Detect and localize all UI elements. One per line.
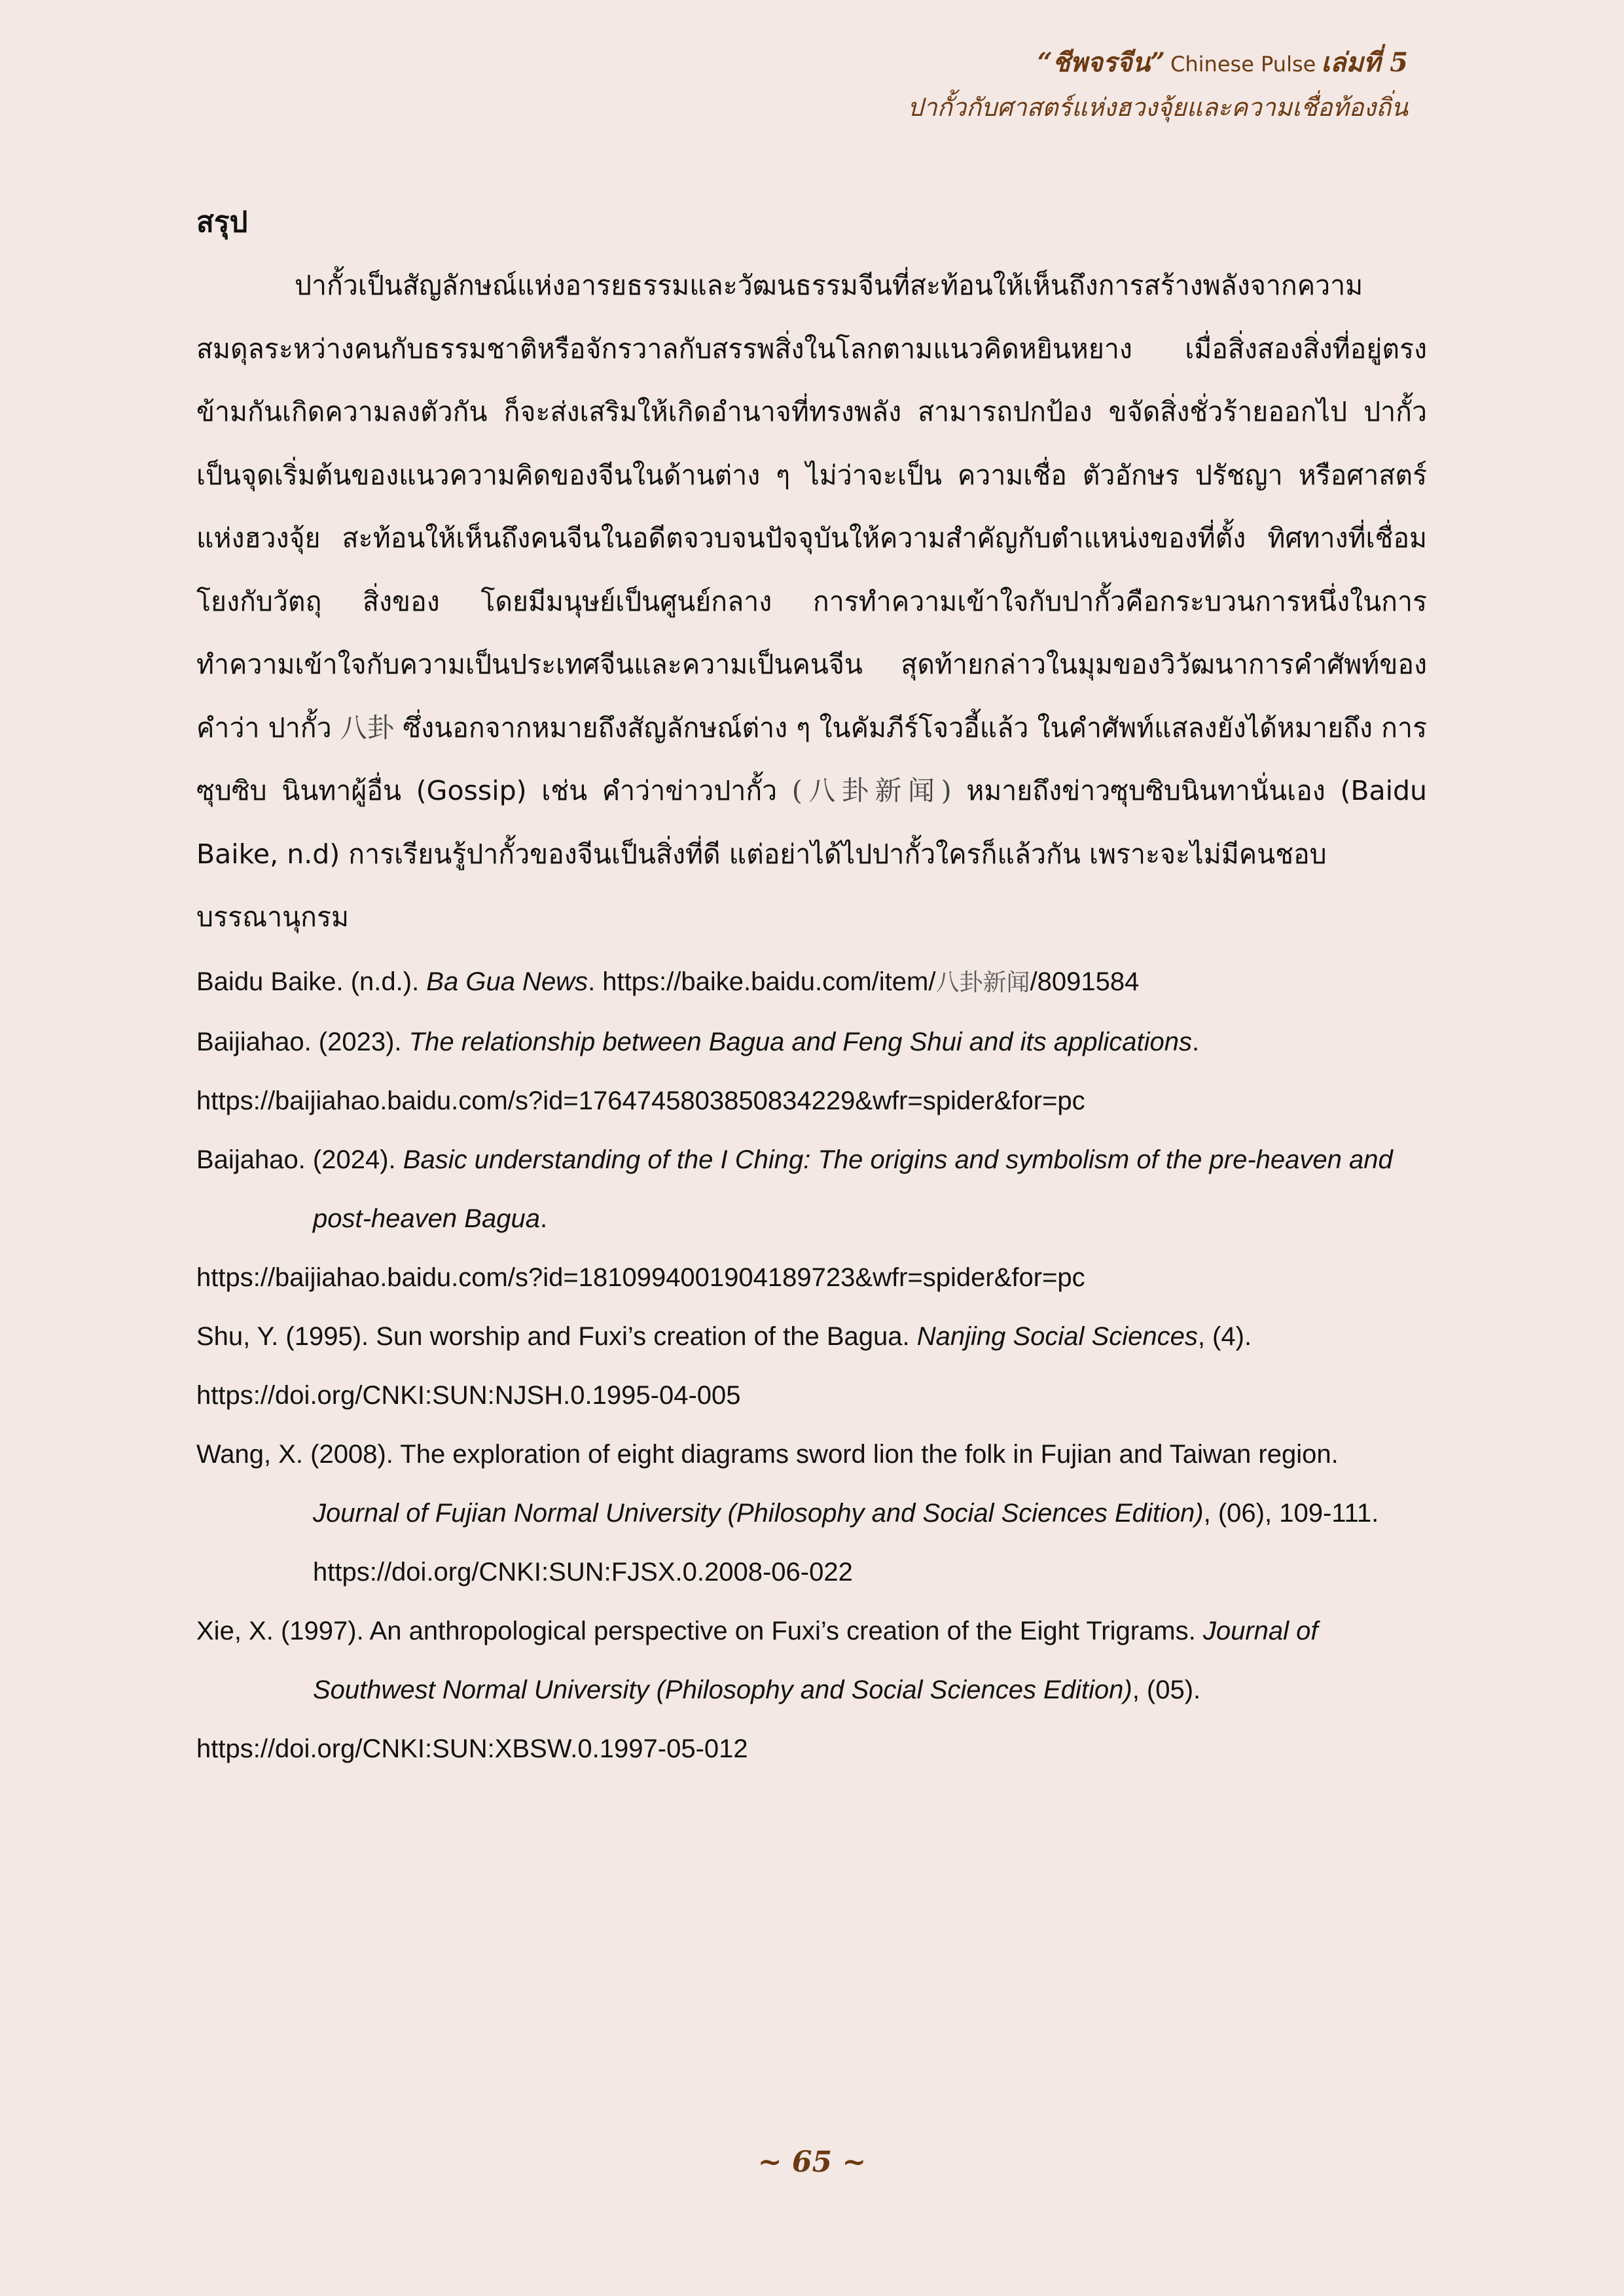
reference-url: https://baijiahao.baidu.com/s?id=1764745803850834229&wfr=spider&for=pc bbox=[196, 1086, 1085, 1115]
summary-paragraph bbox=[196, 254, 1427, 886]
bagua-chinese: 八卦 bbox=[340, 711, 395, 744]
reference-item: Baijiahao. (2023). The relationship between Bagua and Feng Shui and its applications. https://baijiahao.baidu.com/s?id=1764745803850834229&wfr=spider&for=pc bbox=[196, 1013, 1427, 1130]
reference-item: Shu, Y. (1995). Sun worship and Fuxi’s creation of the Bagua. Nanjing Social Sciences, (4). https://doi.org/CNKI:SUN:NJSH.0.1995-04-005 bbox=[196, 1307, 1427, 1425]
reference-item: Baijahao. (2024). Basic understanding of the I Ching: The origins and symbolism of the pre-heaven and post-heaven Bagua. https://baijiahao.baidu.com/s?id=1810994001904189723&wfr=spider&for=pc bbox=[196, 1130, 1427, 1307]
reference-title: Ba Gua News bbox=[426, 967, 588, 996]
page-number: ~ 65 ~ bbox=[757, 2145, 867, 2179]
reference-title: Nanjing Social Sciences bbox=[916, 1322, 1198, 1351]
reference-item: Xie, X. (1997). An anthropological perspective on Fuxi’s creation of the Eight Trigrams. Journal of Southwest Normal University (Philosophy and Social Sciences Edition), (05). https://doi.org/CNKI:SUN:XBSW.0.1997-05-012 bbox=[196, 1602, 1427, 1778]
summary-heading: สรุป bbox=[196, 206, 248, 239]
journal-title-en: Chinese Pulse bbox=[1170, 52, 1316, 77]
reference-url: https://doi.org/CNKI:SUN:NJSH.0.1995-04-005 bbox=[196, 1381, 741, 1410]
page-content bbox=[196, 196, 1427, 1778]
journal-line bbox=[907, 41, 1408, 86]
journal-title-th: “ชีพจรจีน” bbox=[1037, 47, 1166, 78]
reference-item: Baidu Baike. (n.d.). Ba Gua News. https://baike.baidu.com/item/八卦新闻/8091584 bbox=[196, 967, 1140, 996]
reference-chinese: 八卦新闻 bbox=[935, 969, 1030, 996]
bagua-news-chinese: (八卦新闻) bbox=[791, 775, 952, 806]
summary-text-b: ซึ่งนอกจากหมายถึงสัญลักษณ์ต่าง ๆ ในคัมภีร์โจวอี้แล้ว ในคำศัพท์แสลงยังได้หมายถึง การซุบซิบ นินทาผู้อื่น (Gossip) เช่น คำว่าข่าวปากั้ว bbox=[196, 711, 1428, 806]
reference-title: Journal of Fujian Normal University (Philosophy and Social Sciences Edition) bbox=[313, 1499, 1204, 1528]
bibliography-heading: บรรณานุกรม bbox=[196, 901, 350, 933]
reference-title: Basic understanding of the I Ching: The origins and symbolism of the pre-heaven and post-heaven Bagua bbox=[313, 1145, 1393, 1233]
article-title: ปากั้วกับศาสตร์แห่งฮวงจุ้ยและความเชื่อท้องถิ่น bbox=[907, 93, 1408, 122]
volume-label: เล่มที่ 5 bbox=[1321, 47, 1408, 78]
reference-list bbox=[196, 952, 1427, 1778]
reference-url: https://baijiahao.baidu.com/s?id=1810994001904189723&wfr=spider&for=pc bbox=[196, 1263, 1085, 1292]
reference-title: The relationship between Bagua and Feng Shui and its applications bbox=[408, 1028, 1193, 1056]
summary-text-a: ปากั้วเป็นสัญลักษณ์แห่งอารยธรรมและวัฒนธรรมจีนที่สะท้อนให้เห็นถึงการสร้างพลังจากความสมดุลระหว่างคนกับธรรมชาติหรือจักรวาลกับสรรพสิ่งในโลกตามแนวคิดหยินหยาง เมื่อสิ่งสองสิ่งที่อยู่ตรงข้ามกันเกิดความลงตัวกัน ก็จะส่งเสริมให้เกิดอำนาจที่ทรงพลัง สามารถปกป้อง ขจัดสิ่งชั่วร้ายออกไป ปากั้วเป็นจุดเริ่มต้นของแนวความคิดของจีนในด้านต่าง ๆ ไม่ว่าจะเป็น ความเชื่อ ตัวอักษร ปรัชญา หรือศาสตร์แห่งฮวงจุ้ย สะท้อนให้เห็นถึงคนจีนในอดีตจวบจนปัจจุบันให้ความสำคัญกับตำแหน่งของที่ตั้ง ทิศทางที่เชื่อมโยงกับวัตถุ สิ่งของ โดยมีมนุษย์เป็นศูนย์กลาง การทำความเข้าใจกับปากั้วคือกระบวนการหนึ่งในการทำความเข้าใจกับความเป็นประเทศจีนและความเป็นคนจีน สุดท้ายกล่าวในมุมของวิวัฒนาการคำศัพท์ของคำว่า ปากั้ว bbox=[196, 270, 1427, 744]
reference-title: Journal of Southwest Normal University (Philosophy and Social Sciences Edition) bbox=[313, 1617, 1318, 1704]
reference-item: Wang, X. (2008). The exploration of eight diagrams sword lion the folk in Fujian and Taiwan region. Journal of Fujian Normal University (Philosophy and Social Sciences Edition), (06), 109-111. https://doi.org/CNKI:SUN:FJSX.0.2008-06-022 bbox=[196, 1440, 1379, 1587]
reference-url: https://doi.org/CNKI:SUN:XBSW.0.1997-05-012 bbox=[196, 1734, 748, 1763]
summary-text-c: หมายถึงข่าวซุบซิบนินทานั่นเอง (Baidu Baike, n.d) การเรียนรู้ปากั้วของจีนเป็นสิ่งที่ดี แต่อย่าได้ไปปากั้วใครก็แล้วกัน เพราะจะไม่มีคนชอบ bbox=[196, 775, 1428, 870]
running-header bbox=[907, 41, 1408, 128]
